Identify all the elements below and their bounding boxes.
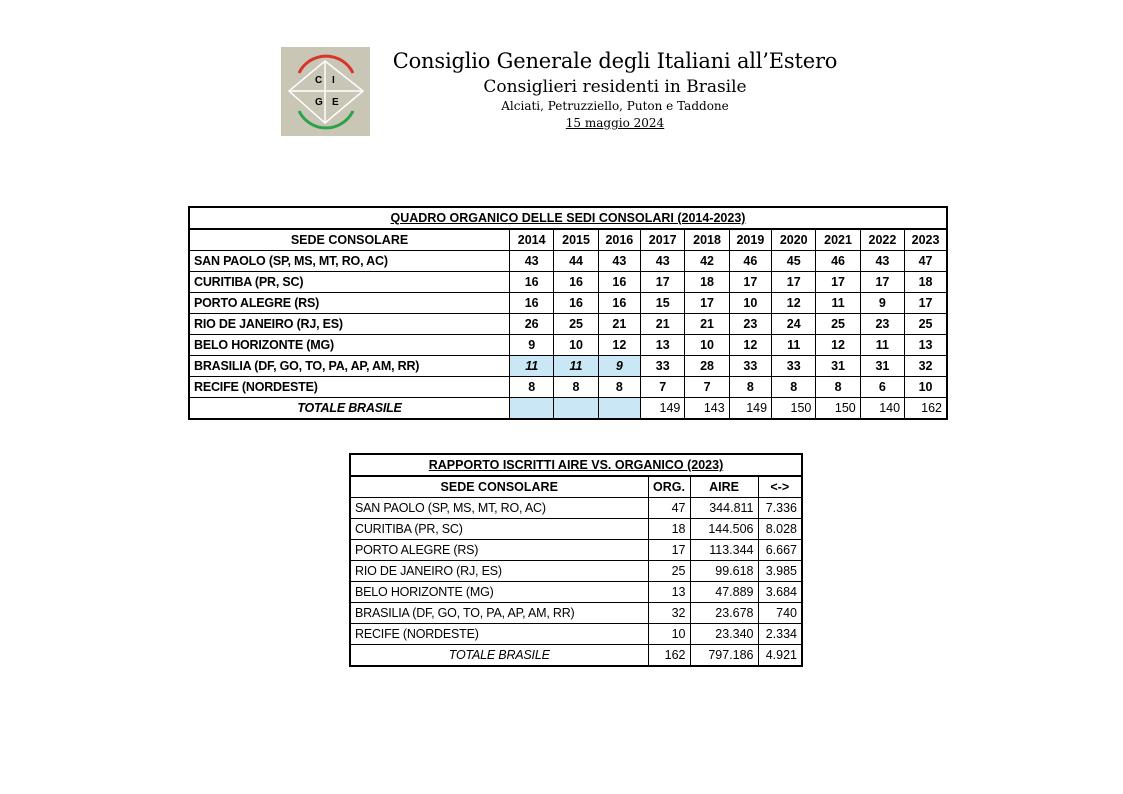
value-cell: 17 <box>641 272 685 293</box>
column-header-year: 2021 <box>816 229 860 251</box>
total-org-cell: 162 <box>648 645 690 667</box>
value-cell: 16 <box>598 272 640 293</box>
value-cell: 10 <box>729 293 771 314</box>
total-value-cell <box>554 398 598 420</box>
table-title-row <box>189 207 947 229</box>
value-cell: 42 <box>685 251 729 272</box>
column-header: SEDE CONSOLARE <box>350 476 648 498</box>
column-header: ORG. <box>648 476 690 498</box>
site-name-cell: SAN PAOLO (SP, MS, MT, RO, AC) <box>350 498 648 519</box>
aire-cell: 144.506 <box>690 519 758 540</box>
document-authors: Alciati, Petruzziello, Puton e Taddone <box>501 99 729 113</box>
value-cell: 43 <box>510 251 554 272</box>
value-cell: 43 <box>641 251 685 272</box>
table-row <box>189 335 947 356</box>
table-row <box>189 272 947 293</box>
value-cell: 43 <box>598 251 640 272</box>
value-cell: 16 <box>510 293 554 314</box>
column-header-year: 2018 <box>685 229 729 251</box>
value-cell: 28 <box>685 356 729 377</box>
table-row <box>350 561 802 582</box>
total-value-cell <box>598 398 640 420</box>
aire-cell: 23.340 <box>690 624 758 645</box>
value-cell: 44 <box>554 251 598 272</box>
value-cell: 47 <box>905 251 947 272</box>
org-cell: 17 <box>648 540 690 561</box>
value-cell: 17 <box>905 293 947 314</box>
total-value-cell <box>510 398 554 420</box>
value-cell: 31 <box>816 356 860 377</box>
value-cell: 21 <box>598 314 640 335</box>
value-cell: 17 <box>772 272 816 293</box>
value-cell: 43 <box>860 251 904 272</box>
value-cell: 12 <box>729 335 771 356</box>
value-cell: 10 <box>685 335 729 356</box>
logo-letter-e: E <box>332 97 339 108</box>
value-cell: 9 <box>598 356 640 377</box>
value-cell: 24 <box>772 314 816 335</box>
table-row <box>350 582 802 603</box>
value-cell: 45 <box>772 251 816 272</box>
ratio-cell: 2.334 <box>758 624 802 645</box>
value-cell: 15 <box>641 293 685 314</box>
table-row <box>350 603 802 624</box>
value-cell: 26 <box>510 314 554 335</box>
column-header: AIRE <box>690 476 758 498</box>
ratio-cell: 3.684 <box>758 582 802 603</box>
value-cell: 25 <box>905 314 947 335</box>
org-cell: 47 <box>648 498 690 519</box>
ratio-cell: 6.667 <box>758 540 802 561</box>
total-value-cell: 149 <box>641 398 685 420</box>
value-cell: 11 <box>816 293 860 314</box>
value-cell: 8 <box>510 377 554 398</box>
value-cell: 21 <box>685 314 729 335</box>
logo-letter-g: G <box>315 97 323 108</box>
value-cell: 17 <box>729 272 771 293</box>
column-header: <-> <box>758 476 802 498</box>
total-value-cell: 150 <box>816 398 860 420</box>
value-cell: 10 <box>554 335 598 356</box>
aire-ratio-table <box>349 453 803 667</box>
document-title: Consiglio Generale degli Italiani all’Estero <box>392 49 838 73</box>
site-name-cell: RIO DE JANEIRO (RJ, ES) <box>350 561 648 582</box>
column-header-year: 2020 <box>772 229 816 251</box>
total-value-cell: 140 <box>860 398 904 420</box>
value-cell: 16 <box>554 272 598 293</box>
value-cell: 11 <box>510 356 554 377</box>
value-cell: 11 <box>772 335 816 356</box>
total-value-cell: 143 <box>685 398 729 420</box>
value-cell: 46 <box>729 251 771 272</box>
document-subtitle: Consiglieri residenti in Brasile <box>483 77 747 97</box>
table-row <box>189 377 947 398</box>
table-row <box>189 356 947 377</box>
value-cell: 16 <box>510 272 554 293</box>
value-cell: 8 <box>598 377 640 398</box>
site-name-cell: BELO HORIZONTE (MG) <box>189 335 510 356</box>
site-name-cell: CURITIBA (PR, SC) <box>350 519 648 540</box>
table-row <box>350 540 802 561</box>
table-row <box>350 624 802 645</box>
site-name-cell: BRASILIA (DF, GO, TO, PA, AP, AM, RR) <box>350 603 648 624</box>
column-header-year: 2014 <box>510 229 554 251</box>
document-header <box>380 48 850 131</box>
ratio-cell: 7.336 <box>758 498 802 519</box>
value-cell: 8 <box>816 377 860 398</box>
column-header-year: 2023 <box>905 229 947 251</box>
site-name-cell: BRASILIA (DF, GO, TO, PA, AP, AM, RR) <box>189 356 510 377</box>
value-cell: 31 <box>860 356 904 377</box>
value-cell: 25 <box>816 314 860 335</box>
column-header-year: 2015 <box>554 229 598 251</box>
value-cell: 11 <box>554 356 598 377</box>
site-name-cell: BELO HORIZONTE (MG) <box>350 582 648 603</box>
org-cell: 13 <box>648 582 690 603</box>
table-title: QUADRO ORGANICO DELLE SEDI CONSOLARI (2014-2023) <box>189 207 947 229</box>
ratio-cell: 8.028 <box>758 519 802 540</box>
value-cell: 9 <box>860 293 904 314</box>
value-cell: 7 <box>685 377 729 398</box>
value-cell: 12 <box>772 293 816 314</box>
value-cell: 13 <box>905 335 947 356</box>
total-value-cell: 150 <box>772 398 816 420</box>
value-cell: 9 <box>510 335 554 356</box>
value-cell: 12 <box>598 335 640 356</box>
column-header-year: 2022 <box>860 229 904 251</box>
total-value-cell: 149 <box>729 398 771 420</box>
value-cell: 32 <box>905 356 947 377</box>
site-name-cell: RIO DE JANEIRO (RJ, ES) <box>189 314 510 335</box>
aire-cell: 23.678 <box>690 603 758 624</box>
staffing-table <box>188 206 948 420</box>
ratio-cell: 3.985 <box>758 561 802 582</box>
site-name-cell: CURITIBA (PR, SC) <box>189 272 510 293</box>
aire-cell: 99.618 <box>690 561 758 582</box>
site-name-cell: RECIFE (NORDESTE) <box>189 377 510 398</box>
value-cell: 18 <box>685 272 729 293</box>
value-cell: 7 <box>641 377 685 398</box>
total-row <box>189 398 947 420</box>
value-cell: 6 <box>860 377 904 398</box>
value-cell: 8 <box>554 377 598 398</box>
value-cell: 13 <box>641 335 685 356</box>
value-cell: 16 <box>598 293 640 314</box>
value-cell: 33 <box>729 356 771 377</box>
total-label: TOTALE BRASILE <box>189 398 510 420</box>
site-name-cell: SAN PAOLO (SP, MS, MT, RO, AC) <box>189 251 510 272</box>
table-row <box>350 519 802 540</box>
table-row <box>189 293 947 314</box>
value-cell: 11 <box>860 335 904 356</box>
site-name-cell: PORTO ALEGRE (RS) <box>189 293 510 314</box>
value-cell: 17 <box>816 272 860 293</box>
total-value-cell: 162 <box>905 398 947 420</box>
logo-letter-i: I <box>332 75 335 86</box>
table-title-row <box>350 454 802 476</box>
ratio-cell: 740 <box>758 603 802 624</box>
value-cell: 16 <box>554 293 598 314</box>
org-cell: 10 <box>648 624 690 645</box>
value-cell: 33 <box>641 356 685 377</box>
value-cell: 17 <box>685 293 729 314</box>
total-aire-cell: 797.186 <box>690 645 758 667</box>
table-header-row <box>189 229 947 251</box>
value-cell: 10 <box>905 377 947 398</box>
table-row <box>350 498 802 519</box>
value-cell: 23 <box>860 314 904 335</box>
column-header-year: 2016 <box>598 229 640 251</box>
cgie-logo <box>281 47 370 136</box>
table-row <box>189 251 947 272</box>
column-header-year: 2017 <box>641 229 685 251</box>
column-header-year: 2019 <box>729 229 771 251</box>
value-cell: 46 <box>816 251 860 272</box>
value-cell: 23 <box>729 314 771 335</box>
total-label: TOTALE BRASILE <box>350 645 648 667</box>
value-cell: 8 <box>772 377 816 398</box>
value-cell: 8 <box>729 377 771 398</box>
aire-cell: 113.344 <box>690 540 758 561</box>
total-row <box>350 645 802 667</box>
site-name-cell: RECIFE (NORDESTE) <box>350 624 648 645</box>
site-name-cell: PORTO ALEGRE (RS) <box>350 540 648 561</box>
aire-cell: 344.811 <box>690 498 758 519</box>
aire-cell: 47.889 <box>690 582 758 603</box>
column-header-site: SEDE CONSOLARE <box>189 229 510 251</box>
value-cell: 17 <box>860 272 904 293</box>
org-cell: 32 <box>648 603 690 624</box>
table-title: RAPPORTO ISCRITTI AIRE VS. ORGANICO (2023) <box>350 454 802 476</box>
value-cell: 18 <box>905 272 947 293</box>
table-row <box>189 314 947 335</box>
table-header-row <box>350 476 802 498</box>
document-date: 15 maggio 2024 <box>565 116 665 130</box>
value-cell: 33 <box>772 356 816 377</box>
value-cell: 25 <box>554 314 598 335</box>
logo-letter-c: C <box>315 75 323 86</box>
value-cell: 21 <box>641 314 685 335</box>
value-cell: 12 <box>816 335 860 356</box>
org-cell: 18 <box>648 519 690 540</box>
total-ratio-cell: 4.921 <box>758 645 802 667</box>
org-cell: 25 <box>648 561 690 582</box>
